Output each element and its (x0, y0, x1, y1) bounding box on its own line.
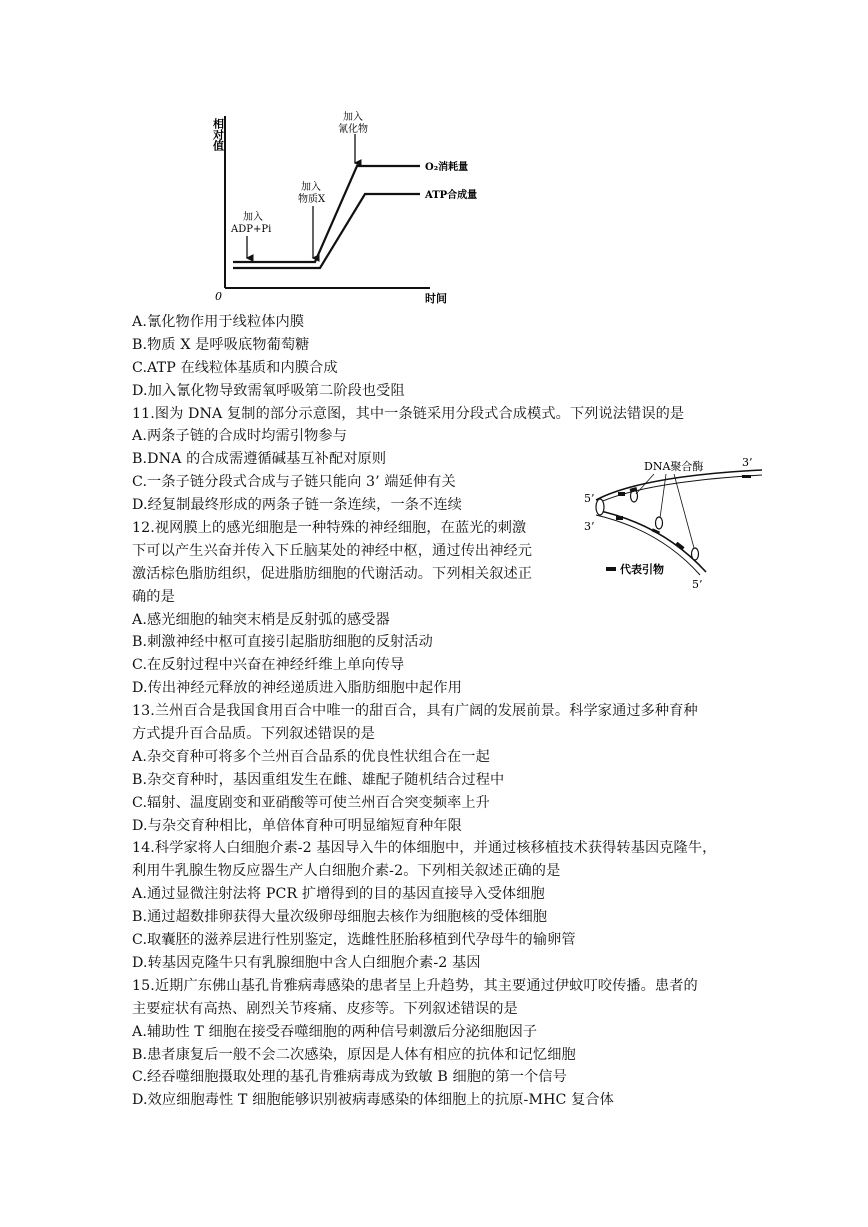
x-axis-label: 时间 (425, 292, 447, 305)
text-line: B.通过超数排卵获得大量次级卵母细胞去核作为细胞核的受体细胞 (132, 909, 548, 926)
text-line: A.两条子链的合成时均需引物参与 (132, 428, 347, 445)
cyanide-label-line2: 氰化物 (338, 124, 368, 135)
text-line: B.物质 X 是呼吸底物葡萄糖 (132, 336, 310, 353)
text-line: B.杂交育种时，基因重组发生在雌、雄配子随机结合过程中 (132, 771, 505, 788)
adp-label-line1: 加入 (243, 212, 263, 223)
text-line: C.辐射、温度剧变和亚硝酸等可使兰州百合突变频率上升 (132, 794, 490, 811)
end-3-left: 3’ (584, 520, 595, 533)
text-line: D.加入氰化物导致需氧呼吸第二阶段也受阻 (132, 382, 405, 399)
text-line: 11.图为 DNA 复制的部分示意图，其中一条链采用分段式合成模式。下列说法错误的是 (132, 405, 685, 422)
atp-curve-label: ATP合成量 (425, 190, 478, 201)
origin-label: 0 (215, 290, 222, 303)
text-line: 13.兰州百合是我国食用百合中唯一的甜百合，具有广阔的发展前景。科学家通过多种育种 (132, 703, 698, 720)
text-line: 下可以产生兴奋并传入下丘脑某处的神经中枢，通过传出神经元 (132, 542, 533, 559)
text-line: D.效应细胞毒性 T 细胞能够识别被病毒感染的体细胞上的抗原-MHC 复合体 (132, 1092, 614, 1109)
text-line: 主要症状有高热、剧烈关节疼痛、皮疹等。下列叙述错误的是 (132, 1000, 518, 1017)
x-label-line1: 加入 (301, 182, 321, 193)
cyanide-label-line1: 加入 (343, 112, 363, 123)
enzyme-label: DNA聚合酶 (644, 460, 704, 473)
text-line: B.刺激神经中枢可直接引起脂肪细胞的反射活动 (132, 634, 433, 651)
text-line: C.ATP 在线粒体基质和内膜合成 (132, 359, 338, 376)
text-line: C.在反射过程中兴奋在神经纤维上单向传导 (132, 657, 405, 674)
text-line: A.氰化物作用于线粒体内膜 (132, 314, 305, 330)
oxygen-atp-graph (205, 108, 505, 308)
text-line: D.传出神经元释放的神经递质进入脂肪细胞中起作用 (132, 680, 462, 697)
question-text (132, 311, 772, 1112)
o2-curve-label: O₂消耗量 (425, 162, 469, 173)
text-line: A.杂交育种可将多个兰州百合品系的优良性状组合在一起 (132, 748, 490, 765)
text-line: D.转基因克隆牛只有乳腺细胞中含人白细胞介素-2 基因 (132, 954, 481, 971)
text-line: 14.科学家将人白细胞介素-2 基因导入牛的体细胞中，并通过核移植技术获得转基因克隆牛， (132, 840, 717, 857)
end-5-left: 5’ (584, 492, 595, 505)
text-line: 12.视网膜上的感光细胞是一种特殊的神经细胞，在蓝光的刺激 (132, 520, 527, 537)
text-line: D.与杂交育种相比，单倍体育种可明显缩短育种年限 (132, 817, 462, 834)
text-line: 方式提升百合品质。下列叙述错误的是 (132, 726, 375, 743)
text-line: C.一条子链分段式合成与子链只能向 3’ 端延伸有关 (132, 474, 456, 491)
text-line: 利用牛乳腺生物反应器生产人白细胞介素-2。下列相关叙述正确的是 (132, 863, 561, 880)
text-line: A.感光细胞的轴突末梢是反射弧的感受器 (132, 611, 390, 628)
text-line: 激活棕色脂肪组织，促进脂肪细胞的代谢活动。下列相关叙述正 (132, 565, 533, 582)
adp-label-line2: ADP+Pi (231, 224, 272, 235)
x-label-line2: 物质X (298, 194, 326, 205)
text-line: A.通过显微注射法将 PCR 扩增得到的目的基因直接导入受体细胞 (132, 886, 545, 903)
text-line: C.取囊胚的滋养层进行性别鉴定，选雌性胚胎移植到代孕母牛的输卵管 (132, 932, 576, 949)
text-line: B.DNA 的合成需遵循碱基互补配对原则 (132, 451, 387, 468)
text-line: A.辅助性 T 细胞在接受吞噬细胞的两种信号刺激后分泌细胞因子 (132, 1023, 538, 1040)
end-5-bottom: 5’ (692, 578, 703, 591)
text-line: D.经复制最终形成的两条子链一条连续，一条不连续 (132, 497, 462, 514)
legend-label: 代表引物 (620, 563, 664, 576)
text-line: C.经吞噬细胞摄取处理的基孔肯雅病毒成为致敏 B 细胞的第一个信号 (132, 1069, 567, 1086)
y-axis-label: 相对值 (211, 118, 225, 151)
text-line: 15.近期广东佛山基孔肯雅病毒感染的患者呈上升趋势，其主要通过伊蚊叮咬传播。患者的 (132, 977, 698, 994)
text-line: 确的是 (132, 588, 175, 605)
end-3-top: 3’ (742, 456, 753, 469)
text-line: B.患者康复后一般不会二次感染，原因是人体有相应的抗体和记忆细胞 (132, 1046, 576, 1063)
